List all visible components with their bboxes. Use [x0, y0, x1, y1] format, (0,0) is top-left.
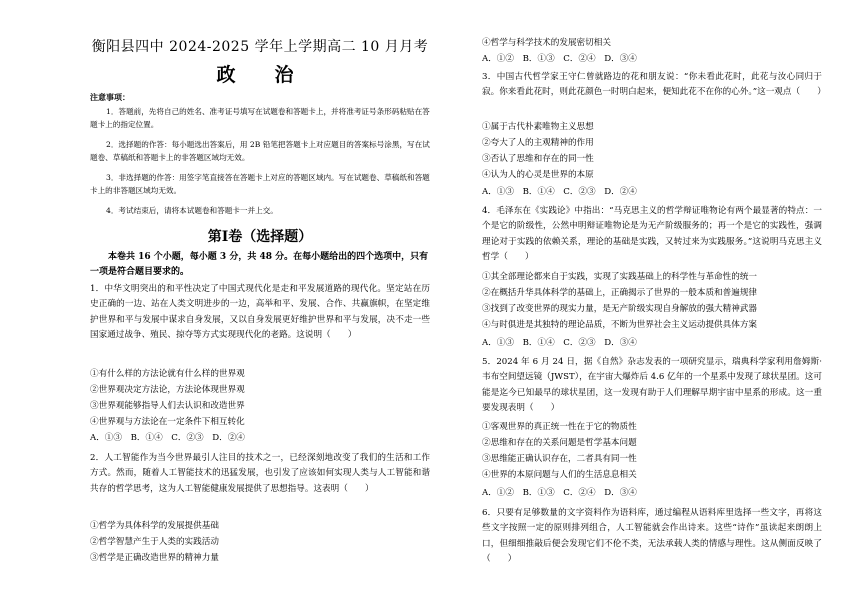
question-1-stem: 1．中华文明突出的和平性决定了中国式现代化是走和平发展道路的现代化。坚定站在历史正确的一边、站在人类文明进步的一边，高举和平、发展、合作、共赢旗帜，在坚定维护世界和平与发展中谋求自身发展，又以自身发展更好维护世界和平与发展，决不走一些国家通过战争、殖民、掠夺等方式实现现代化的老路。这说明（ ） — [90, 284, 430, 341]
notice-heading: 注意事项： — [90, 92, 130, 102]
question-2-stem: 2．人工智能作为当今世界最引人注目的技术之一，已经深刻地改变了我们的生活和工作方式。然而，随着人工智能技术的迅猛发展，也引发了应该如何实现人类与人工智能和谐共存的哲学思考，这为人工智能健康发展提供了思想指导。这表明（ ） — [90, 453, 430, 494]
question-3-answers: A．①③ B．①④ C．②③ D．②④ — [482, 187, 637, 197]
question-3-option: ①属于古代朴素唯物主义思想 — [482, 122, 594, 132]
section-title: 第Ⅰ卷（选择题） — [207, 229, 313, 245]
question-2-option: ③哲学是正确改造世界的精神力量 — [90, 553, 219, 563]
notice-item: 4．考试结束后，请将本试题卷和答题卡一并上交。 — [106, 206, 278, 215]
question-1-option: ④世界观与方法论在一定条件下相互转化 — [90, 417, 245, 427]
question-5-stem: 5．2024 年 6 月 24 日，据《自然》杂志发表的一项研究显示，瑞典科学家利用詹姆斯·韦布空间望远镜（JWST），在宇宙大爆炸后 4.6 亿年的一个星系中发现了球状星团。这可能是迄今已知最早的球状星团，这一发现有助于人们理解早期宇宙中星系的形成。这一重要发现表明（ ） — [482, 357, 822, 414]
question-4-option: ①其全部理论都来自于实践，实现了实践基础上的科学性与革命性的统一 — [482, 272, 758, 282]
question-4-answers: A．①③ B．①④ C．②③ D．③④ — [482, 338, 637, 348]
question-3-option: ②夸大了人的主观精神的作用 — [482, 138, 594, 148]
notice-item: 1．答题前，先将自己的姓名、准考证号填写在试题卷和答题卡上，并将准考证号条形码粘贴在答题卡上的指定位置。 — [90, 107, 430, 129]
question-3-stem: 3．中国古代哲学家王守仁曾就路边的花和朋友说：“你未看此花时，此花与汝心同归于寂。你来看此花时，则此花颜色一时明白起来，便知此花不在你的心外。”这一观点（ ） — [482, 72, 826, 98]
question-5-option: ②思维和存在的关系问题是哲学基本问题 — [482, 438, 637, 448]
question-4-option: ②在概括升华具体科学的基础上，正确揭示了世界的一般本质和普遍规律 — [482, 288, 758, 298]
question-5-option: ④世界的本原问题与人们的生活息息相关 — [482, 470, 637, 480]
section-description: 本卷共 16 个小题，每小题 3 分，共 48 分。在每小题给出的四个选项中，只有一项是符合题目要求的。 — [90, 252, 429, 277]
question-1-option: ②世界观决定方法论，方法论体现世界观 — [90, 385, 245, 395]
question-1-option: ①有什么样的方法论就有什么样的世界观 — [90, 369, 245, 379]
question-2-answers: A．①② B．①③ C．②④ D．③④ — [482, 54, 637, 64]
question-6-stem: 6．只要有足够数量的文字资料作为语料库，通过编程从语料库里选择一些文字，再将这些文字按照一定的原则排列组合，人工智能就会作出诗来。这些“诗作”虽读起来朗朗上口，但细细推敲后便会发现它们不伦不类，无法承载人类的情感与理性。这从侧面反映了（ ） — [482, 508, 822, 565]
question-1-option: ③世界观能够指导人们去认识和改造世界 — [90, 401, 245, 411]
question-4-option: ④与时俱进是其独特的理论品质，不断为世界社会主义运动提供具体方案 — [482, 320, 758, 330]
question-2-option: ①哲学为具体科学的发展提供基础 — [90, 521, 219, 531]
notice-item: 3．非选择题的作答：用签字笔直接答在答题卡上对应的答题区域内。写在试题卷、草稿纸和答题卡上的非答题区域均无效。 — [90, 173, 430, 195]
question-5-answers: A．①② B．①③ C．②④ D．③④ — [482, 488, 637, 498]
question-5-option: ①客观世界的真正统一性在于它的物质性 — [482, 422, 637, 432]
question-4-option: ③找到了改变世界的现实力量，是无产阶级实现自身解放的强大精神武器 — [482, 304, 758, 314]
exam-title: 衡阳县四中 2024-2025 学年上学期高二 10 月月考 — [91, 39, 429, 55]
question-3-option: ③否认了思维和存在的同一性 — [482, 154, 594, 164]
subject-title: 政 治 — [216, 64, 304, 86]
notice-item: 2．选择题的作答：每小题选出答案后，用 2B 铅笔把答题卡上对应题目的答案标号涂黑，写在试题卷、草稿纸和答题卡上的非答题区域均无效。 — [90, 140, 430, 162]
question-3-option: ④认为人的心灵是世界的本原 — [482, 170, 594, 180]
question-4-stem: 4．毛泽东在《实践论》中指出：“马克思主义的哲学辩证唯物论有两个最显著的特点：一个是它的阶级性，公然申明辩证唯物论是为无产阶级服务的；再一个是它的实践性，强调理论对于实践的依赖关系，理论的基础是实践，又转过来为实践服务。”这说明马克思主义哲学（ ） — [482, 206, 822, 263]
question-5-option: ③思维能正确认识存在，二者具有同一性 — [482, 454, 637, 464]
question-1-answers: A．①③ B．①④ C．②③ D．②④ — [90, 433, 245, 443]
question-2-option: ②哲学智慧产生于人类的实践活动 — [90, 537, 219, 547]
question-2-option: ④哲学与科学技术的发展密切相关 — [482, 38, 611, 48]
